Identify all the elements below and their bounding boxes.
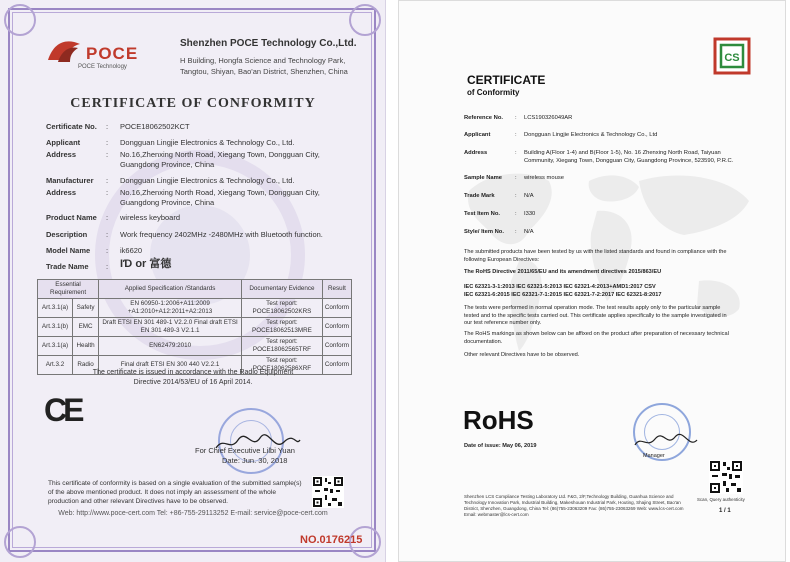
field-label: Trade Mark [464, 193, 495, 199]
signature [631, 431, 701, 453]
field-label: Applicant [46, 138, 81, 147]
trade-mark-value: N/A [524, 193, 534, 199]
serial-number: NO.0176215 [300, 534, 363, 546]
field-label: Product Name [46, 213, 97, 222]
applicant-address-value: No.16,Zhenxing North Road, Xiegang Town, Dongguan City, Guangdong Province, China [120, 150, 320, 169]
certificate-title: CERTIFICATE [467, 73, 546, 87]
field-label: Address [46, 188, 77, 197]
ce-mark: CE [44, 392, 81, 428]
field-label: Sample Name [464, 175, 503, 181]
field-label: Address [46, 150, 77, 159]
manufacturer-value: Dongguan Lingjie Electronics & Technology Co., Ltd. [120, 176, 295, 185]
table-header: Essential Requirement [38, 280, 99, 299]
lcs-logo-icon [711, 37, 753, 75]
table-row: Art.3.2 Radio Final draft ETSI EN 300 440 V2.2.1 Test report: POCE18062586XRF Conform [38, 356, 352, 375]
qr-code-icon [312, 476, 344, 508]
issue-date: Date: Jun. 30, 2018 [222, 456, 288, 465]
certificate-title: CERTIFICATE OF CONFORMITY [70, 96, 316, 111]
qr-code-icon [709, 460, 743, 494]
model-name-value: ik6620 [120, 246, 143, 255]
rohs-mark: RoHS [463, 405, 534, 435]
applicant-address-value: Building A(Floor 1-4) and B(Floor 1-5), No. 16 Zhenxing North Road, Taiyuan Community, Xiegang Town, Dongguan City, Guangdong Province, 523590, P.R.C. [524, 150, 734, 164]
qr-caption: Scan, Query authenticity [697, 497, 745, 502]
table-row: Art.3.1(a) Safety EN 60950-1:2006+A11:2009 +A1:2010+A12:2011+A2:2013 Test report: POCE18062502KRS Conform [38, 299, 352, 318]
trade-name-value: IƊ or 富德 [120, 258, 172, 270]
applicant-value: Dongguan Lingjie Electronics & Technology Co., Ltd [524, 132, 658, 138]
corner-ornament [4, 526, 36, 558]
page-number: 1 / 1 [719, 508, 731, 514]
field-label: Trade Name [46, 262, 89, 271]
rohs-directive: The RoHS Directive 2011/65/EU and its amendment directives 2015/863/EU [464, 269, 662, 275]
issuer-company-name: Shenzhen POCE Technology Co.,Ltd. [180, 38, 357, 49]
compliance-statement: The submitted products have been tested by us with the listed standards and found in compliance with the following European Directives: [464, 249, 727, 263]
lcs-rohs-certificate: CS CERTIFICATE of Conformity Reference No. : LCS190326049AR Applicant : Dongguan Lingjie Electronics & Technology Co., Ltd Address : Building A(Floor 1-4) and B(Floor 1-5), No. 16 Zhenxing North Road, Taiyuan Community, Xiegang Town, Dongguan City, Guangdong Province, 523590, P.R.C. Sample Name : wireless mouse Trade Mark : N/A Test Item No. : I330 Style/ Item No. : N/A The submitted products have been tested by us with the listed standards and found in compliance with the following European Directives: The RoHS Directive 2011/65/EU and its amendment directives 2015/863/EU IEC 62321-3-1:2013 IEC 62321-5:2013 IEC 62321-4:2013+AMD1:2017 CSV IEC 62321-6:2015 IEC 62321-7-1:2015 IEC 62321-7-2:2017 IEC 62321-8:2017 The tests were performed in normal operation mode. The test results apply only to the particular sample tested and to the specific tests carried out. This certificate applies specifically to the sample investigated in our test reference number only. The RoHS markings as shown below can be affixed on the product after preparation of necessary technical documentation. Other relevant Directives have to be observed. RoHS Date of issue: May 06, 2019 Manager Scan, Query authenticity 1 / 1 Shenzhen LCS Compliance Testing Laboratory Ltd. F&G, 2/F,Technology Building, Guanhua Science and Technology Innovation Park, Industrial Building, Makeshouan Industrial Park, Houting, Shajing Street, Bao'an District, Shenzhen, Guangdong, China Tel: (86)755-23063209 Fax: (86)755-23063269 Web: www.lcs-cert.com Email: webmaster@lcs-cert.com [398, 0, 786, 562]
applicant-value: Dongguan Lingjie Electronics & Technology Co., Ltd. [120, 138, 295, 147]
laboratory-contact: Shenzhen LCS Compliance Testing Laboratory Ltd. F&G, 2/F,Technology Building, Guanhua Science and Technology Innovation Park, Industrial Building, Makeshouan Industrial Park, Houting, Shajing Street, Bao'an District, Shenzhen, Guangdong, China Tel: (86)755-23063209 Fax: (86)755-23063269 Web: www.lcs-cert.com Email: webmaster@lcs-cert.com [464, 494, 684, 517]
table-row: Art.3.1(a) Health EN62479:2010 Test report: POCE18062565TRF Conform [38, 337, 352, 356]
reference-number: LCS190326049AR [524, 115, 573, 121]
field-label: Reference No. [464, 115, 503, 121]
table-row: Art.3.1(b) EMC Draft ETSI EN 301 489-1 V2.2.0 Final draft ETSI EN 301 489-3 V2.1.1 Test report: POCE18062513MRE Conform [38, 318, 352, 337]
svg-text:CS: CS [724, 52, 740, 64]
signer-title: For Chief Executive Lilbi Yuan [195, 446, 295, 455]
table-header: Documentary Evidence [242, 280, 323, 299]
field-label: Address [464, 150, 488, 156]
field-label: Certificate No. [46, 122, 97, 131]
corner-ornament [349, 4, 381, 36]
product-name-value: wireless keyboard [120, 213, 181, 222]
world-map-watermark [439, 151, 769, 381]
certificate-number: POCE18062502KCT [120, 122, 190, 131]
sample-name-value: wireless mouse [524, 175, 564, 181]
style-item-value: N/A [524, 229, 534, 235]
table-header: Result [322, 280, 351, 299]
corner-ornament [4, 4, 36, 36]
table-header: Applied Specification /Standards [99, 280, 242, 299]
standards-line: IEC 62321-3-1:2013 IEC 62321-5:2013 IEC 62321-4:2013+AMD1:2017 CSV [464, 284, 656, 290]
conformity-table [37, 279, 352, 375]
issuer-company-address: H Building, Hongfa Science and Technology Park, Tangtou, Shiyan, Bao'an District, Shenzhen, China [180, 56, 348, 76]
field-label: Description [46, 230, 88, 239]
other-directives-note: Other relevant Directives have to be observed. [464, 352, 580, 358]
field-label: Model Name [46, 246, 91, 255]
poce-logo-subtext: POCE Technology [78, 64, 127, 70]
marking-statement: The RoHS markings as shown below can be affixed on the product after preparation of necessary technical documentation. [464, 331, 729, 345]
issuer-contact: Web: http://www.poce-cert.com Tel: +86-755-29113252 E-mail: service@poce-cert.com [58, 510, 328, 517]
field-label: Manufacturer [46, 176, 94, 185]
description-value: Work frequency 2402MHz -2480MHz with Bluetooth function. [120, 230, 323, 239]
field-label: Style/ Item No. [464, 229, 504, 235]
poce-logo-text: POCE [86, 44, 139, 63]
field-label: Test Item No. [464, 211, 500, 217]
poce-certificate: POCE POCE Technology Shenzhen POCE Technology Co.,Ltd. H Building, Hongfa Science and Technology Park, Tangtou, Shiyan, Bao'an District, Shenzhen, China CERTIFICATE OF CONFORMITY Certificate No. : POCE18062502KCT Applicant : Dongguan Lingjie Electronics & Technology Co., Ltd. Address : No.16,Zhenxing North Road, Xiegang Town, Dongguan City, Guangdong Province, China Manufacturer : Dongguan Lingjie Electronics & Technology Co., Ltd. Address : No.16,Zhenxing North Road, Xiegang Town, Dongguan City, Guangdong Province, China Product Name : wireless keyboard Description : Work frequency 2402MHz -2480MHz with Bluetooth function. Model Name : ik6620 Trade Name : IƊ or 富德 Essential Requirement Applied Specification /Standards Documentary Evidence Result Art.3.1(a) Safety EN 60950-1:2006+A11:2009 +A1:2010+A12:2011+A2:2013 Test report: POCE18062502KRS Conform Art.3.1(b) EMC Draft ETSI EN 301 489-1 V2.2.0 Final draft ETSI EN 301 489-3 V2.1.1 Test report: POCE18062513MRE Conform Art.3.1(a) Health EN62479:2010 Test report: POCE18062565TRF Conform Art.3.2 Radio Final draft ETSI EN 300 440 V2.2.1 Test report: POCE18062586XRF Conform The certificate is issued in accordance with the Radio Equipment Directive 2014/53/EU of 16 April 2014. CE For Chief Executive Lilbi Yuan Date: Jun. 30, 2018 This certificate of conformity is based on a single evaluation of the submitted sample(s) of the above mentioned product. It does not imply an assessment of the whole production and other relevant Directives have to be observed. Web: http://www.poce-cert.com Tel: +86-755-29113252 E-mail: service@poce-cert.com NO.0176215 [0, 0, 386, 562]
manufacturer-address-value: No.16,Zhenxing North Road, Xiegang Town, Dongguan City, Guangdong Province, China [120, 188, 320, 207]
field-label: Applicant [464, 132, 491, 138]
issue-date: Date of issue: May 06, 2019 [464, 443, 537, 449]
certificate-disclaimer: This certificate of conformity is based on a single evaluation of the submitted sample(s) of the above mentioned product. It does not imply an assessment of the whole production and other relevant Directives have to be observed. [48, 480, 302, 505]
directive-note: The certificate is issued in accordance with the Radio Equipment Directive 2014/53/EU of 16 April 2014. [92, 369, 294, 386]
test-conditions: The tests were performed in normal operation mode. The test results apply only to the particular sample tested and to the specific tests carried out. This certificate applies specifically to the sample investigated in our test reference number only. [464, 305, 727, 326]
signer-title: Manager [643, 453, 665, 459]
certificate-subtitle: of Conformity [467, 88, 520, 97]
test-item-value: I330 [524, 211, 536, 217]
standards-line: IEC 62321-6:2015 IEC 62321-7-1:2015 IEC 62321-7-2:2017 IEC 62321-8:2017 [464, 292, 662, 298]
